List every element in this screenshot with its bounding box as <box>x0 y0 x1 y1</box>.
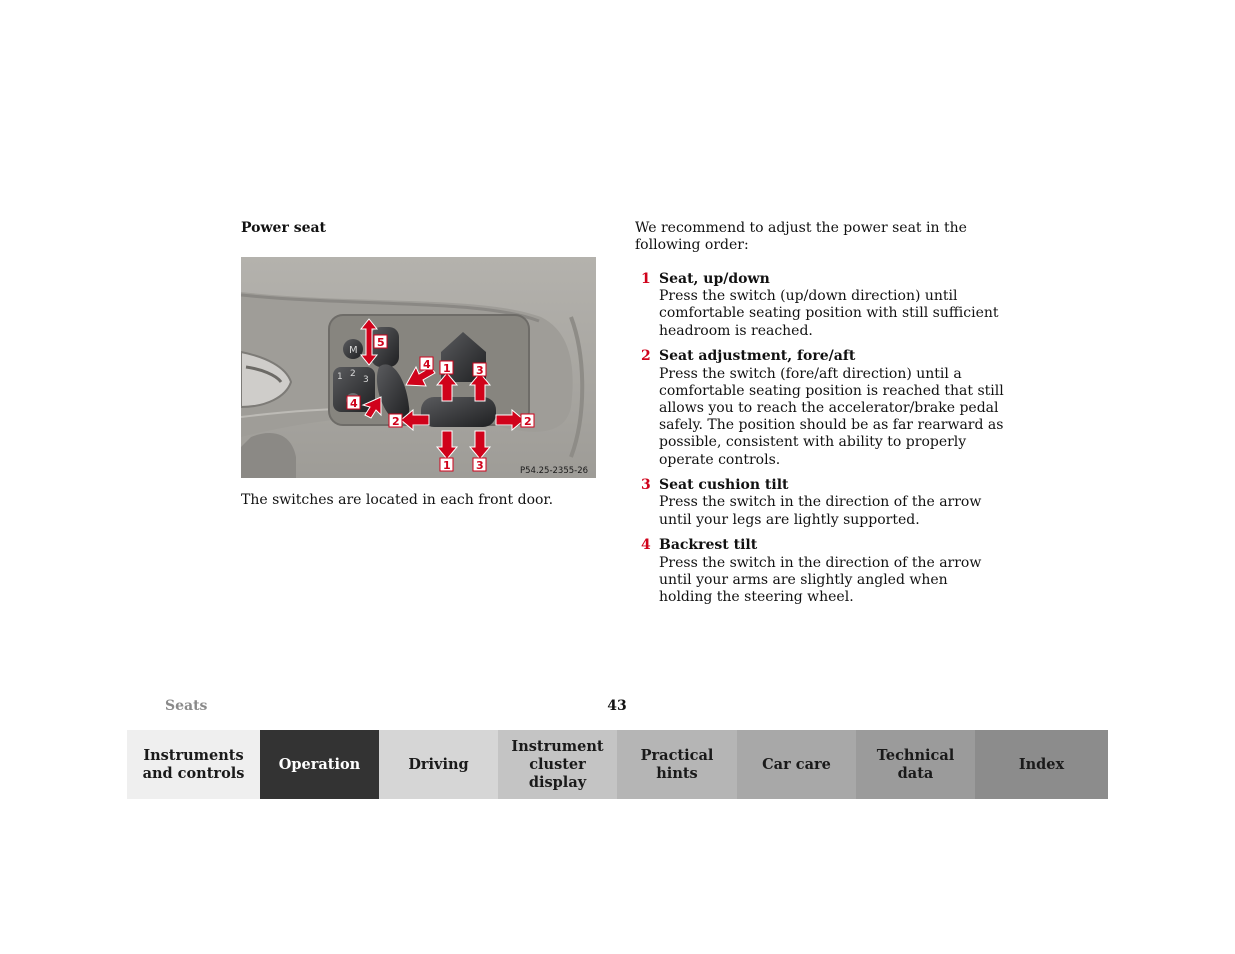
callout-4-right: 4 <box>423 358 431 371</box>
footer-section-label: Seats <box>165 698 208 714</box>
nav-tab-car-care[interactable]: Car care <box>737 730 856 799</box>
power-seat-switch-figure <box>241 257 596 478</box>
step-number: 1 <box>641 271 651 287</box>
callout-2-right: 2 <box>524 415 532 428</box>
callout-1-down: 1 <box>443 459 451 472</box>
step-text: Press the switch (fore/aft direction) until a comfortable seating position is reached that still allows you to reach the accelerator/brake pedal safely. The position should be as far rearward as possible, consistent with ability to properly operate controls. <box>659 365 1004 468</box>
step-title: Seat cushion tilt <box>659 477 789 494</box>
step-item <box>635 271 1005 340</box>
svg-text:3: 3 <box>363 375 369 385</box>
svg-text:2: 2 <box>350 369 356 379</box>
callout-3-up: 3 <box>476 364 484 377</box>
nav-tab-instrument-cluster-display[interactable]: Instrument cluster display <box>498 730 617 799</box>
step-item <box>635 348 1005 468</box>
svg-text:1: 1 <box>337 372 343 382</box>
step-number: 2 <box>641 348 651 365</box>
memory-label: M <box>349 345 358 356</box>
callout-1-up: 1 <box>443 362 451 375</box>
section-heading: Power seat <box>241 220 327 236</box>
nav-tab-index[interactable]: Index <box>975 730 1108 799</box>
step-number: 4 <box>641 537 651 554</box>
page-number: 43 <box>607 698 627 714</box>
step-title: Seat, up/down <box>659 271 770 287</box>
chapter-nav <box>127 730 1108 799</box>
figure-caption: The switches are located in each front door. <box>241 492 554 508</box>
figure-code: P54.25-2355-26 <box>520 466 589 476</box>
step-text: Press the switch in the direction of the arrow until your legs are lightly supported. <box>659 494 982 528</box>
adjustment-steps <box>635 271 1005 615</box>
step-number: 3 <box>641 477 651 494</box>
step-title: Backrest tilt <box>659 537 758 554</box>
callout-4-left: 4 <box>350 397 358 410</box>
step-item <box>635 537 1005 606</box>
callout-2-left: 2 <box>392 415 400 428</box>
nav-tab-technical-data[interactable]: Technical data <box>856 730 975 799</box>
step-text: Press the switch (up/down direction) until comfortable seating position with still sufficient headroom is reached. <box>659 288 999 339</box>
nav-tab-practical-hints[interactable]: Practical hints <box>617 730 737 799</box>
nav-tab-instruments-and-controls[interactable]: Instruments and controls <box>127 730 260 799</box>
step-item <box>635 477 1005 529</box>
callout-3-down: 3 <box>476 459 484 472</box>
nav-tab-driving[interactable]: Driving <box>379 730 498 799</box>
callout-5: 5 <box>377 336 385 349</box>
intro-paragraph: We recommend to adjust the power seat in the following order: <box>635 220 967 254</box>
step-text: Press the switch in the direction of the arrow until your arms are slightly angled when holding the steering wheel. <box>659 554 982 605</box>
step-title: Seat adjustment, fore/aft <box>659 348 856 365</box>
nav-tab-operation[interactable]: Operation <box>260 730 379 799</box>
